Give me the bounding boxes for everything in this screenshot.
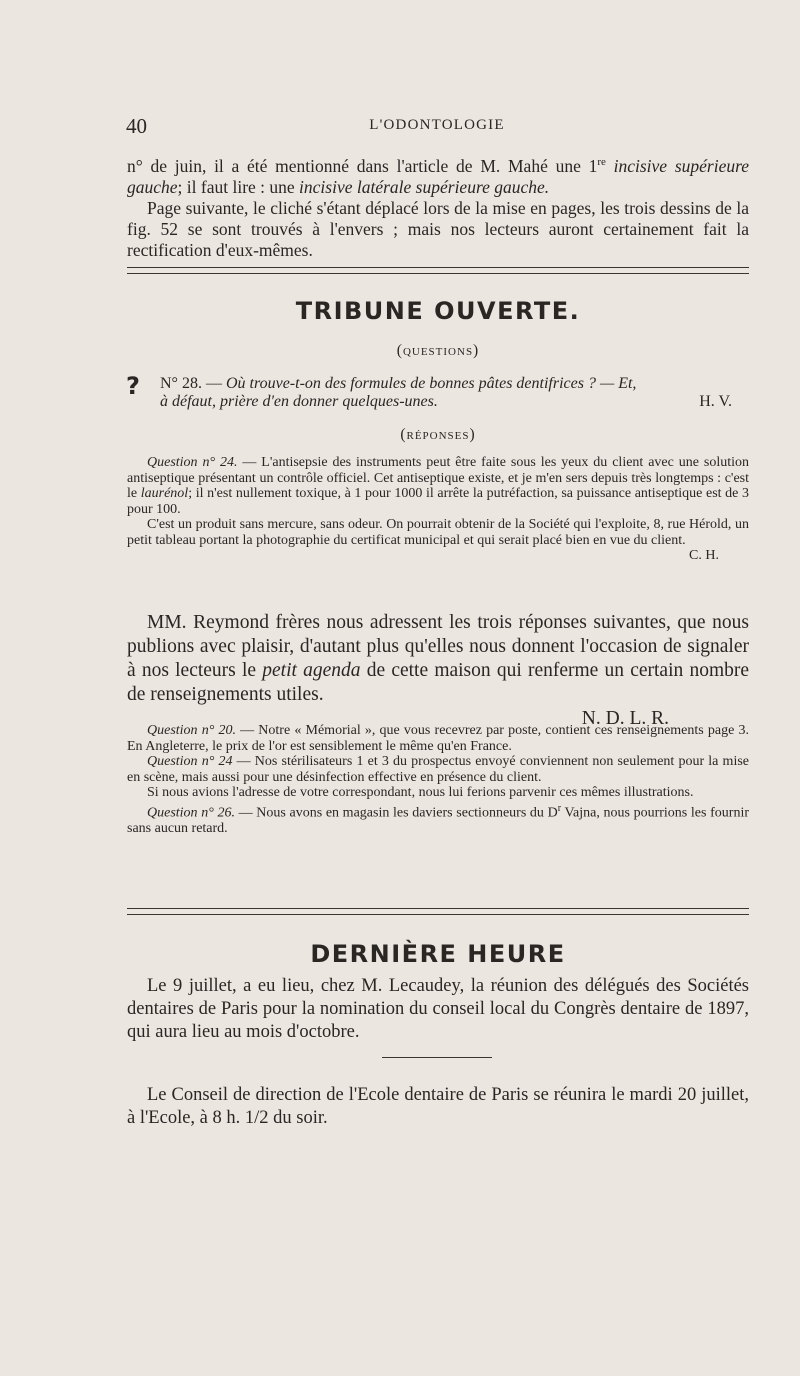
- question-28: N° 28. — Où trouve-t-on des formules de bonnes pâtes dentifrices ? — Et,: [160, 375, 637, 392]
- page-header: [126, 114, 748, 140]
- response-24-signature: C. H.: [689, 548, 719, 563]
- derniere-paragraph-1: Le 9 juillet, a eu lieu, chez M. Lecaudey, la réunion des délégués des Sociétés dentaires de Paris pour la nomination du conseil local du Congrès dentaire de 1897, qui aura lieu au mois d'octobre.: [127, 976, 749, 1042]
- response-24-paragraph-2: C'est un produit sans mercure, sans odeur. On pourrait obtenir de la Société qui l'exploite, 8, rue Hérold, un petit tableau portant la photographie du certificat municipal et qui serait placé bien en vue du client.: [127, 517, 749, 548]
- intro-erratum: [127, 152, 749, 261]
- intro-paragraph-2: Page suivante, le cliché s'étant déplacé lors de la mise en pages, les trois dessins de la fig. 52 se sont trouvés à l'envers ; mais nos lecteurs auront certainement fait la rectification d'eux-mêmes.: [127, 197, 749, 260]
- response-26: Question n° 26. — Nous avons en magasin les daviers sectionneurs du $D^r$ Vajna, nous pourrions les fournir sans aucun retard.: [127, 802, 749, 836]
- questions-heading: (questions): [396, 342, 480, 359]
- question-28-continued: à défaut, prière d'en donner quelques-unes. H. V.: [160, 393, 732, 410]
- response-24: Question n° 24. — L'antisepsie des instruments peut être faite sous les yeux du client avec une solution antiseptique présentant un contrôle officiel. Cet antiseptique existe, et je m'en sers depuis très longtemps : c'est le laurénol; il n'est nullement toxique, à 1 pour 1000 il arrête la putréfaction, sa puissance antiseptique est de 3 pour 100. C'est un produit sans mercure, sans odeur. On pourrait obtenir de la Société qui l'exploite, 8, rue Hérold, un petit tableau portant la photographie du certificat municipal et qui serait placé bien en vue du client. C. H.: [127, 455, 750, 563]
- derniere-paragraph-2: Le Conseil de direction de l'Ecole dentaire de Paris se réunira le mardi 20 juillet, à l'Ecole, à 8 h. 1/2 du soir.: [127, 1085, 749, 1128]
- section-title-derniere-heure: DERNIÈRE HEURE: [310, 940, 566, 968]
- section-title-tribune: TRIBUNE OUVERTE.: [295, 297, 581, 325]
- response-24b-paragraph-2: Si nous avions l'adresse de votre correspondant, nous lui ferions parvenir ces mêmes illustrations.: [147, 785, 694, 800]
- reymond-signature: N. D. L. R.: [581, 708, 669, 729]
- question-mark-glyph: ?: [126, 372, 140, 400]
- section-divider-2: [127, 908, 749, 915]
- reymond-intro: MM. Reymond frères nous adressent les trois réponses suivantes, que nous publions avec plaisir, d'autant plus qu'elles nous donnent l'occasion de signaler à nos lecteurs le petit agenda de cette maison qui renferme un certain nombre de renseignements utiles. N. D. L. R.: [127, 612, 750, 729]
- responses-heading: (réponses): [400, 426, 476, 443]
- response-24b: Question n° 24 — Nos stérilisateurs 1 et 3 du prospectus envoyé conviennent non seulement pour la mise en scène, mais aussi pour une désinfection effective en présence du client.: [127, 754, 749, 785]
- running-title: L'ODONTOLOGIE: [369, 117, 505, 133]
- page-number: 40: [126, 114, 147, 138]
- question-28-signature: H. V.: [699, 393, 732, 410]
- section-divider: [127, 267, 749, 274]
- reymond-responses: [127, 723, 749, 836]
- response-20: Question n° 20. — Notre « Mémorial », que vous recevrez par poste, contient ces renseignements page 3. En Angleterre, le prix de l'or est sensiblement le même qu'en France.: [127, 723, 749, 754]
- short-divider: [382, 1057, 492, 1058]
- intro-line-1: n° de juin, il a été mentionné dans l'article de M. Mahé une 1re incisive supérieure gauche; il faut lire : une incisive latérale supérieure gauche.: [127, 155, 750, 197]
